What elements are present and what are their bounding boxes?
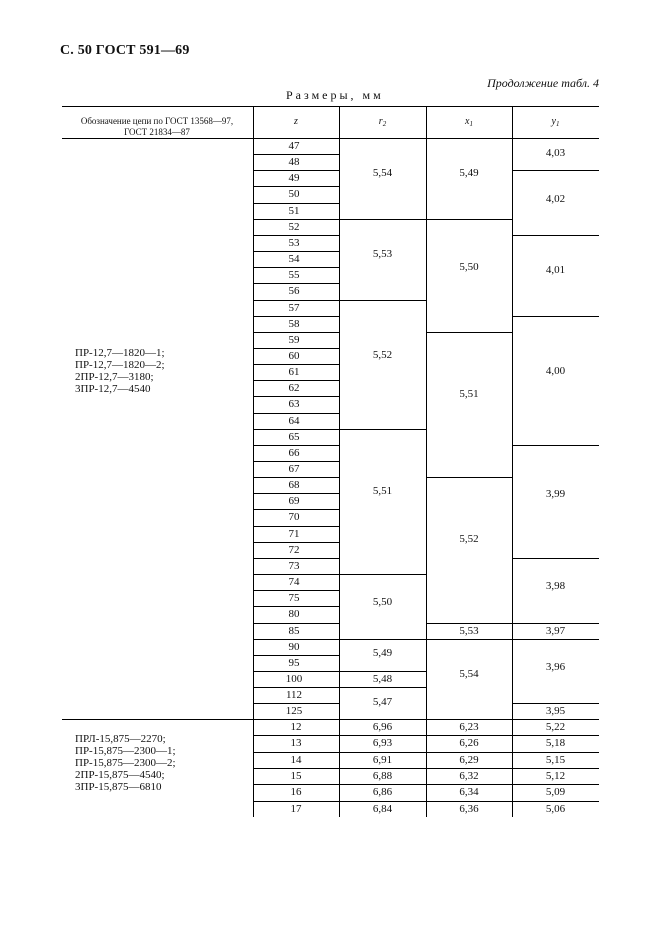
x1-cell: 5,49 <box>459 167 479 180</box>
r2-cell-rule <box>339 429 426 430</box>
z-row-rule <box>253 590 339 591</box>
g2-z-cell: 14 <box>290 753 302 766</box>
z-row-rule <box>253 542 339 543</box>
r2-cell: 5,54 <box>372 167 393 180</box>
header-designation <box>62 116 252 138</box>
g2-y1-cell: 5,12 <box>545 769 566 782</box>
x1-cell: 5,50 <box>459 261 479 274</box>
z-row-rule <box>253 477 339 478</box>
y1-cell: 3,95 <box>545 705 566 718</box>
group1-designation-2: ПР-12,7—1820—2; <box>75 359 165 371</box>
group2-designation-4: 2ПР-15,875—4540; <box>75 769 165 781</box>
y1-cell-rule <box>512 170 599 171</box>
z-row-rule <box>253 639 339 640</box>
x1-cell-rule <box>426 332 512 333</box>
z-row-rule <box>253 235 339 236</box>
z-row-rule <box>253 316 339 317</box>
z-row-rule <box>253 429 339 430</box>
z-cell: 57 <box>288 301 300 314</box>
z-cell: 112 <box>285 689 303 702</box>
header-r2 <box>339 116 426 128</box>
g2-r2-cell: 6,88 <box>372 769 393 782</box>
y1-cell-rule <box>512 639 599 640</box>
y1-cell: 3,98 <box>545 580 566 593</box>
header-column-rule <box>253 106 254 138</box>
z-row-rule <box>253 300 339 301</box>
g2-y1-cell: 5,18 <box>545 737 566 750</box>
z-cell: 60 <box>288 349 300 362</box>
z-cell: 47 <box>288 140 300 152</box>
r2-cell: 5,49 <box>372 647 393 660</box>
group2-designation-3: ПР-15,875—2300—2; <box>75 757 176 769</box>
z-cell: 56 <box>288 285 300 298</box>
z-row-rule <box>253 251 339 252</box>
z-cell: 125 <box>285 705 303 718</box>
g2-r2-cell: 6,93 <box>372 737 393 750</box>
header-r2-subscript: 2 <box>382 120 387 128</box>
y1-cell-rule <box>512 235 599 236</box>
header-x1-symbol: x <box>465 116 470 127</box>
column-rule <box>339 138 340 817</box>
g2-z-cell: 12 <box>290 721 302 733</box>
g2-x1-cell: 6,23 <box>459 721 479 733</box>
g2-x1-cell: 6,36 <box>459 802 479 815</box>
g2-y1-cell: 5,09 <box>545 786 566 799</box>
header-y1-symbol: y <box>551 116 556 127</box>
header-z: z <box>294 116 298 127</box>
header-designation-line1: Обозначение цепи по ГОСТ 13568—97, <box>80 116 234 126</box>
x1-cell-rule <box>426 477 512 478</box>
z-row-rule <box>253 558 339 559</box>
z-cell: 61 <box>288 366 300 379</box>
z-cell: 62 <box>288 382 300 395</box>
z-cell: 71 <box>288 527 300 540</box>
group2-designation-2: ПР-15,875—2300—1; <box>75 745 176 757</box>
z-cell: 54 <box>288 253 300 266</box>
y1-cell-rule <box>512 558 599 559</box>
g2-r2-cell: 6,91 <box>372 753 393 766</box>
z-cell: 69 <box>288 495 300 508</box>
z-row-rule <box>253 283 339 284</box>
z-cell: 48 <box>288 156 300 169</box>
x1-cell: 5,51 <box>459 388 479 401</box>
z-row-rule <box>253 509 339 510</box>
z-cell: 55 <box>288 269 300 282</box>
z-row-rule <box>253 493 339 494</box>
y1-cell: 4,03 <box>545 146 566 159</box>
z-cell: 59 <box>288 333 300 346</box>
group1-designation-3: 2ПР-12,7—3180; <box>75 371 154 383</box>
z-cell: 67 <box>288 463 300 475</box>
z-row-rule <box>253 606 339 607</box>
z-row-rule <box>253 461 339 462</box>
header-column-rule <box>339 106 340 138</box>
z-cell: 65 <box>288 430 300 443</box>
g2-y1-cell: 5,15 <box>545 753 566 766</box>
r2-cell: 5,50 <box>372 596 393 609</box>
z-cell: 70 <box>288 511 300 524</box>
header-y1-subscript: 1 <box>555 120 560 128</box>
z-row-rule <box>253 219 339 220</box>
y1-cell: 4,02 <box>545 192 566 205</box>
y1-cell-rule <box>512 445 599 446</box>
r2-cell: 5,47 <box>372 695 393 708</box>
z-row-rule <box>253 413 339 414</box>
z-cell: 95 <box>288 656 300 669</box>
r2-cell: 5,53 <box>372 247 393 260</box>
z-cell: 80 <box>288 608 300 621</box>
group1-designation-4: 3ПР-12,7—4540 <box>75 383 151 395</box>
y1-cell: 3,99 <box>545 487 566 500</box>
header-designation-line2: ГОСТ 21834—87 <box>124 127 190 137</box>
header-y1 <box>512 116 599 128</box>
z-cell: 50 <box>288 188 300 201</box>
z-cell: 49 <box>288 172 300 185</box>
group1-designation-1: ПР-12,7—1820—1; <box>75 347 165 359</box>
z-row-rule <box>253 396 339 397</box>
y1-cell: 3,97 <box>545 624 566 637</box>
g2-x1-cell: 6,29 <box>459 753 479 766</box>
r2-cell-rule <box>339 574 426 575</box>
continuation-label: Продолжение табл. 4 <box>487 76 599 90</box>
z-row-rule <box>253 623 339 624</box>
z-cell: 90 <box>288 640 300 653</box>
group2-designation-1: ПРЛ-15,875—2270; <box>75 733 166 745</box>
g2-z-cell: 13 <box>290 737 302 750</box>
x1-cell: 5,52 <box>459 533 479 546</box>
r2-cell-rule <box>339 300 426 301</box>
header-column-rule <box>426 106 427 138</box>
z-cell: 72 <box>288 543 300 556</box>
z-cell: 100 <box>285 672 303 685</box>
z-row-rule <box>253 186 339 187</box>
z-row-rule <box>253 364 339 365</box>
header-x1-subscript: 1 <box>469 120 473 128</box>
z-row-rule <box>253 655 339 656</box>
z-row-rule <box>253 170 339 171</box>
g2-z-cell: 16 <box>290 786 302 799</box>
r2-cell-rule <box>339 639 426 640</box>
z-cell: 75 <box>288 592 300 605</box>
y1-cell: 3,96 <box>545 660 566 673</box>
g2-x1-cell: 6,26 <box>459 737 479 750</box>
g2-r2-cell: 6,84 <box>372 802 393 815</box>
z-cell: 73 <box>288 559 300 572</box>
z-row-rule <box>253 203 339 204</box>
z-row-rule <box>253 526 339 527</box>
r2-cell: 5,48 <box>372 672 393 685</box>
y1-cell-rule <box>512 316 599 317</box>
z-cell: 68 <box>288 479 300 492</box>
z-row-rule <box>253 267 339 268</box>
g2-z-cell: 15 <box>290 769 302 782</box>
g2-x1-cell: 6,32 <box>459 769 479 782</box>
g2-x1-cell: 6,34 <box>459 786 479 799</box>
g2-r2-cell: 6,96 <box>372 721 393 733</box>
g2-y1-cell: 5,22 <box>545 721 566 733</box>
z-cell: 51 <box>288 204 300 217</box>
header-x1 <box>426 116 512 128</box>
z-row-rule <box>253 703 339 704</box>
z-cell: 63 <box>288 398 300 411</box>
z-row-rule <box>253 348 339 349</box>
z-row-rule <box>253 332 339 333</box>
x1-cell-rule <box>426 219 512 220</box>
header-top-rule <box>62 106 599 107</box>
group2-designations <box>75 733 176 793</box>
group1-designations <box>75 347 165 395</box>
r2-cell: 5,51 <box>372 484 393 497</box>
g2-y1-cell: 5,06 <box>545 802 566 815</box>
z-row-rule <box>253 671 339 672</box>
z-row-rule <box>253 687 339 688</box>
r2-cell-rule <box>339 219 426 220</box>
z-cell: 85 <box>288 624 300 637</box>
z-cell: 52 <box>288 220 300 233</box>
z-cell: 74 <box>288 576 300 589</box>
r2-cell-rule <box>339 687 426 688</box>
z-cell: 53 <box>288 236 300 249</box>
dimensions-caption: Размеры, мм <box>286 88 384 102</box>
group2-designation-5: 3ПР-15,875—6810 <box>75 781 162 793</box>
z-row-rule <box>253 380 339 381</box>
header-r2-symbol: r <box>378 116 383 127</box>
z-row-rule <box>253 574 339 575</box>
g2-z-cell: 17 <box>290 802 302 815</box>
z-cell: 58 <box>288 317 300 330</box>
x1-cell: 5,53 <box>459 624 479 637</box>
z-cell: 66 <box>288 446 300 459</box>
header-bottom-rule <box>62 138 599 139</box>
z-row-rule <box>253 154 339 155</box>
z-row-rule <box>253 445 339 446</box>
x1-cell: 5,54 <box>459 667 479 680</box>
x1-cell-rule <box>426 639 512 640</box>
y1-cell: 4,00 <box>545 365 566 378</box>
y1-cell: 4,01 <box>545 264 566 277</box>
header-column-rule <box>512 106 513 138</box>
z-cell: 64 <box>288 414 300 427</box>
r2-cell: 5,52 <box>372 348 393 361</box>
page-header: С. 50 ГОСТ 591—69 <box>60 43 190 58</box>
g2-r2-cell: 6,86 <box>372 786 393 799</box>
